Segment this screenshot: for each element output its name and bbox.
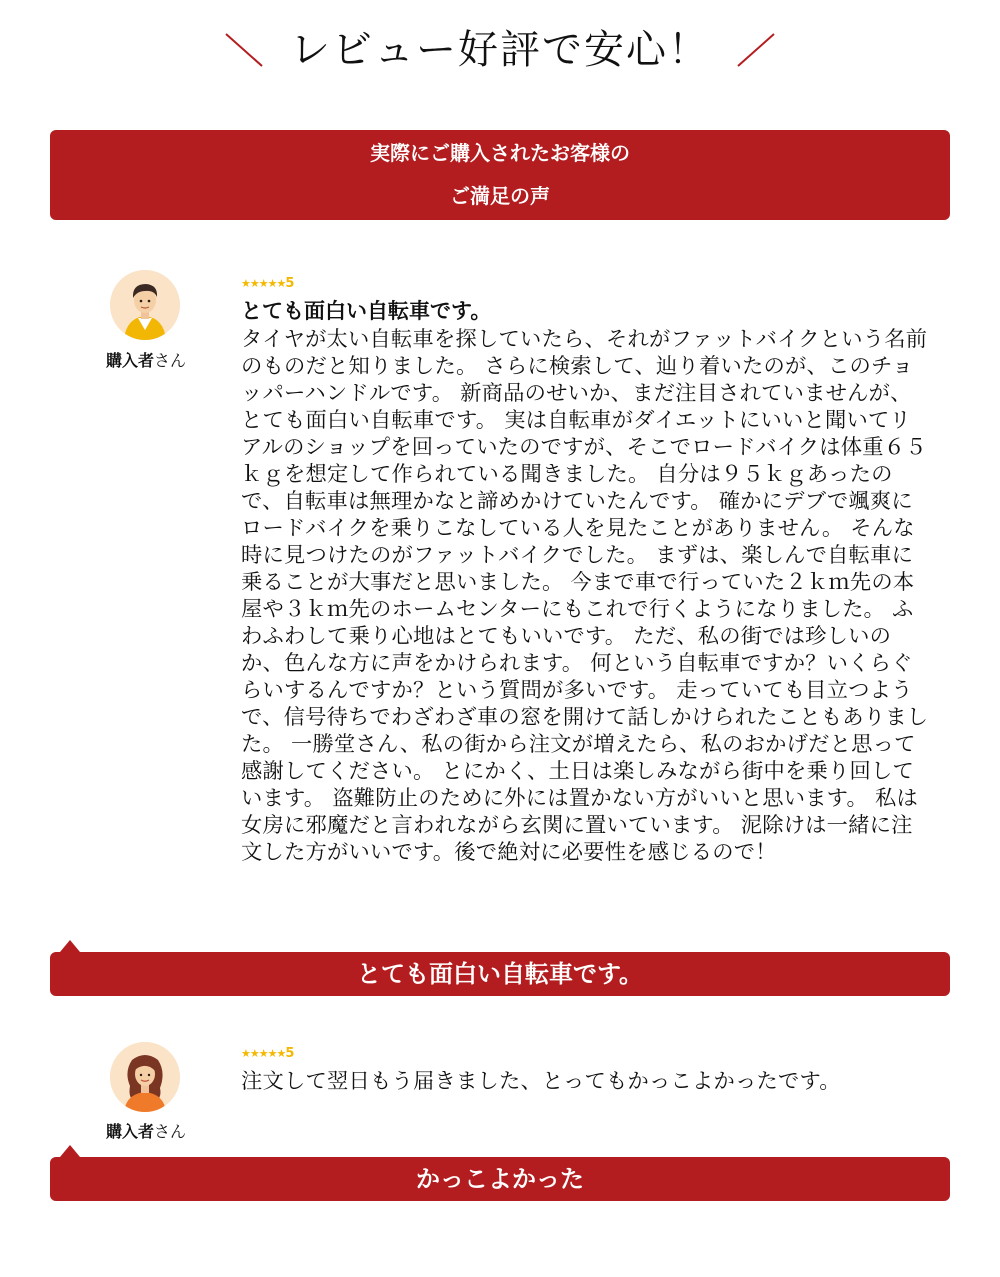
reviewer-name: 購入者 [105,1122,154,1141]
footer-pointer [60,1145,80,1157]
woman-avatar-icon [110,1042,180,1112]
header-banner-line2: ご満足の声 [450,184,550,208]
star-rating-icon: ★★★★★ [241,277,286,290]
page-title-area [0,0,1000,100]
review-title: とても面白い自転車です。 [241,299,492,323]
page-title: レビュー好評で安心！ [290,27,710,73]
review-body: タイヤが太い自転車を探していたら、それがファットバイクという名前のものだと知りました。 さらに検索して、辿り着いたのが、このチョッパーハンドルです。 新商品のせいか、まだ注目されていませんが、とても面白い自転車です。 実は自転車がダイエットにいいと聞いてリアルのショップを回っていたのですが、そこでロードバイクは体重６５ｋｇを想定して作られている聞きました。 自分は９５ｋｇあったので、自転車は無理かなと諦めかけていたんです。 確かにデブで颯爽にロードバイクを乗りこなしている人を見たことがありません。 そんな時に見つけたのがファットバイクでした。 まずは、楽しんで自転車に乗ることが大事だと思いました。 今まで車で行っていた２ｋｍ先の本屋や３ｋｍ先のホームセンターにもこれで行くようになりました。 ふわふわして乗り心地はとてもいいです。 ただ、私の街では珍しいのか、色んな方に声をかけられます。 何という自転車ですか？いくらぐらいするんですか？という質問が多いです。 走っていても目立つようで、信号待ちでわざわざ車の窓を開けて話しかけられたこともありました。 一勝堂さん、私の街から注文が増えたら、私のおかげだと思って感謝してください。 とにかく、土日は楽しみながら街中を乗り回しています。 盗難防止のために外には置かない方がいいと思います。 私は女房に邪魔だと言われながら玄関に置いています。 泥除けは一緒に注文した方がいいです。後で絶対に必要性を感じるので！ [241,327,929,865]
rating-value: 5 [285,276,295,291]
review-footer-banner: とても面白い自転車です。 [50,952,950,996]
rating [241,276,294,292]
header-banner-line1: 実際にご購入されたお客様の [370,141,630,165]
review-body: 注文して翌日もう届きました、とってもかっこよかったです。 [241,1069,841,1094]
footer-pointer [60,940,80,952]
star-rating-icon: ★★★★★ [241,1047,286,1060]
reviewer-suffix: さん [154,351,187,370]
reviewer-suffix: さん [154,1122,187,1141]
man-avatar-icon [110,270,180,340]
reviewer-label [86,350,206,372]
rating-value: 5 [285,1046,295,1061]
decorative-slash-right-icon [736,32,776,68]
review-footer-banner: かっこよかった [50,1157,950,1201]
rating [241,1046,294,1062]
reviewer-name: 購入者 [105,351,154,370]
reviewer-label [86,1121,206,1143]
header-banner [50,130,950,220]
